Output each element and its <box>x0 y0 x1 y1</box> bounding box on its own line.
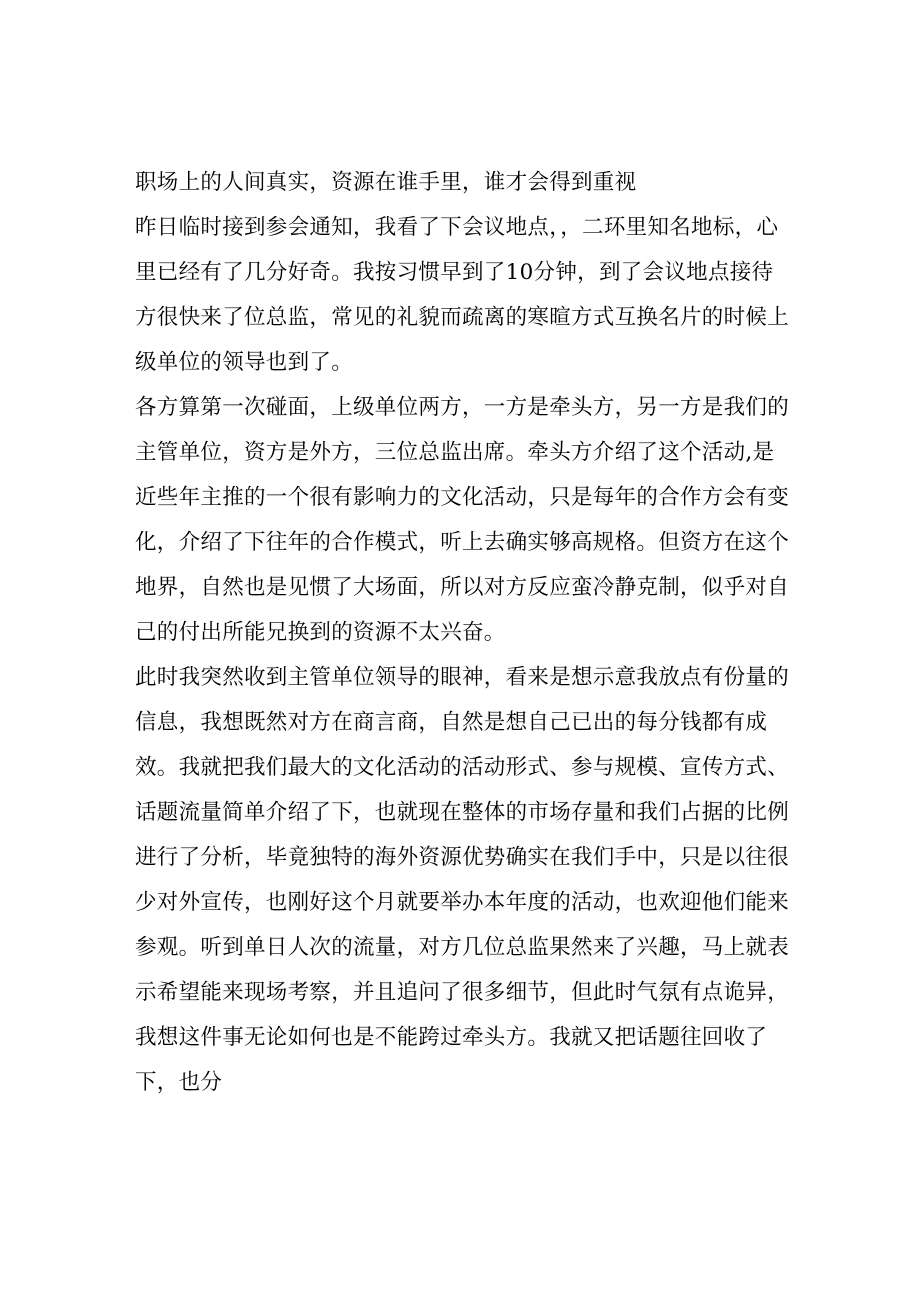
paragraph-2: 各方算第一次碰面，上级单位两方，一方是牵头方，另一方是我们的主管单位，资方是外方，三位总监出席。牵头方介绍了这个活动,是近些年主推的一个很有影响力的文化活动，只是每年的合作方会有变化，介绍了下往年的合作模式，听上去确实够高规格。但资方在这个地界，自然也是见惯了大场面，所以对方反应蛮冷静克制，似乎对自己的付出所能兄换到的资源不太兴奋。 <box>135 395 790 645</box>
paragraph-3: 此时我突然收到主管单位领导的眼神，看来是想示意我放点有份量的信息，我想既然对方在商言商，自然是想自己已出的每分钱都有成效。我就把我们最大的文化活动的活动形式、参与规模、宣传方式、话题流量简单介绍了下，也就现在整体的市场存量和我们占据的比例进行了分析，毕竟独特的海外资源优势确实在我们手中，只是以往很少对外宣传，也刚好这个月就要举办本年度的活动，也欢迎他们能来参观。听到单日人次的流量，对方几位总监果然来了兴趣，马上就表示希望能来现场考察，并且追问了很多细节，但此时气氛有点诡异，我想这件事无论如何也是不能跨过牵头方。我就又把话题往回收了下，也分 <box>135 665 790 1095</box>
document-title: 职场上的人间真实，资源在谁手里，谁才会得到重视 <box>135 170 637 195</box>
document-body <box>135 160 795 1105</box>
paragraph-1: 昨日临时接到参会通知，我看了下会议地点，，二环里知名地标，心里已经有了几分好奇。我按习惯早到了10分钟，到了会议地点接待方很快来了位总监，常见的礼貌而疏离的寒暄方式互换名片的时候上级单位的领导也到了。 <box>135 215 790 375</box>
